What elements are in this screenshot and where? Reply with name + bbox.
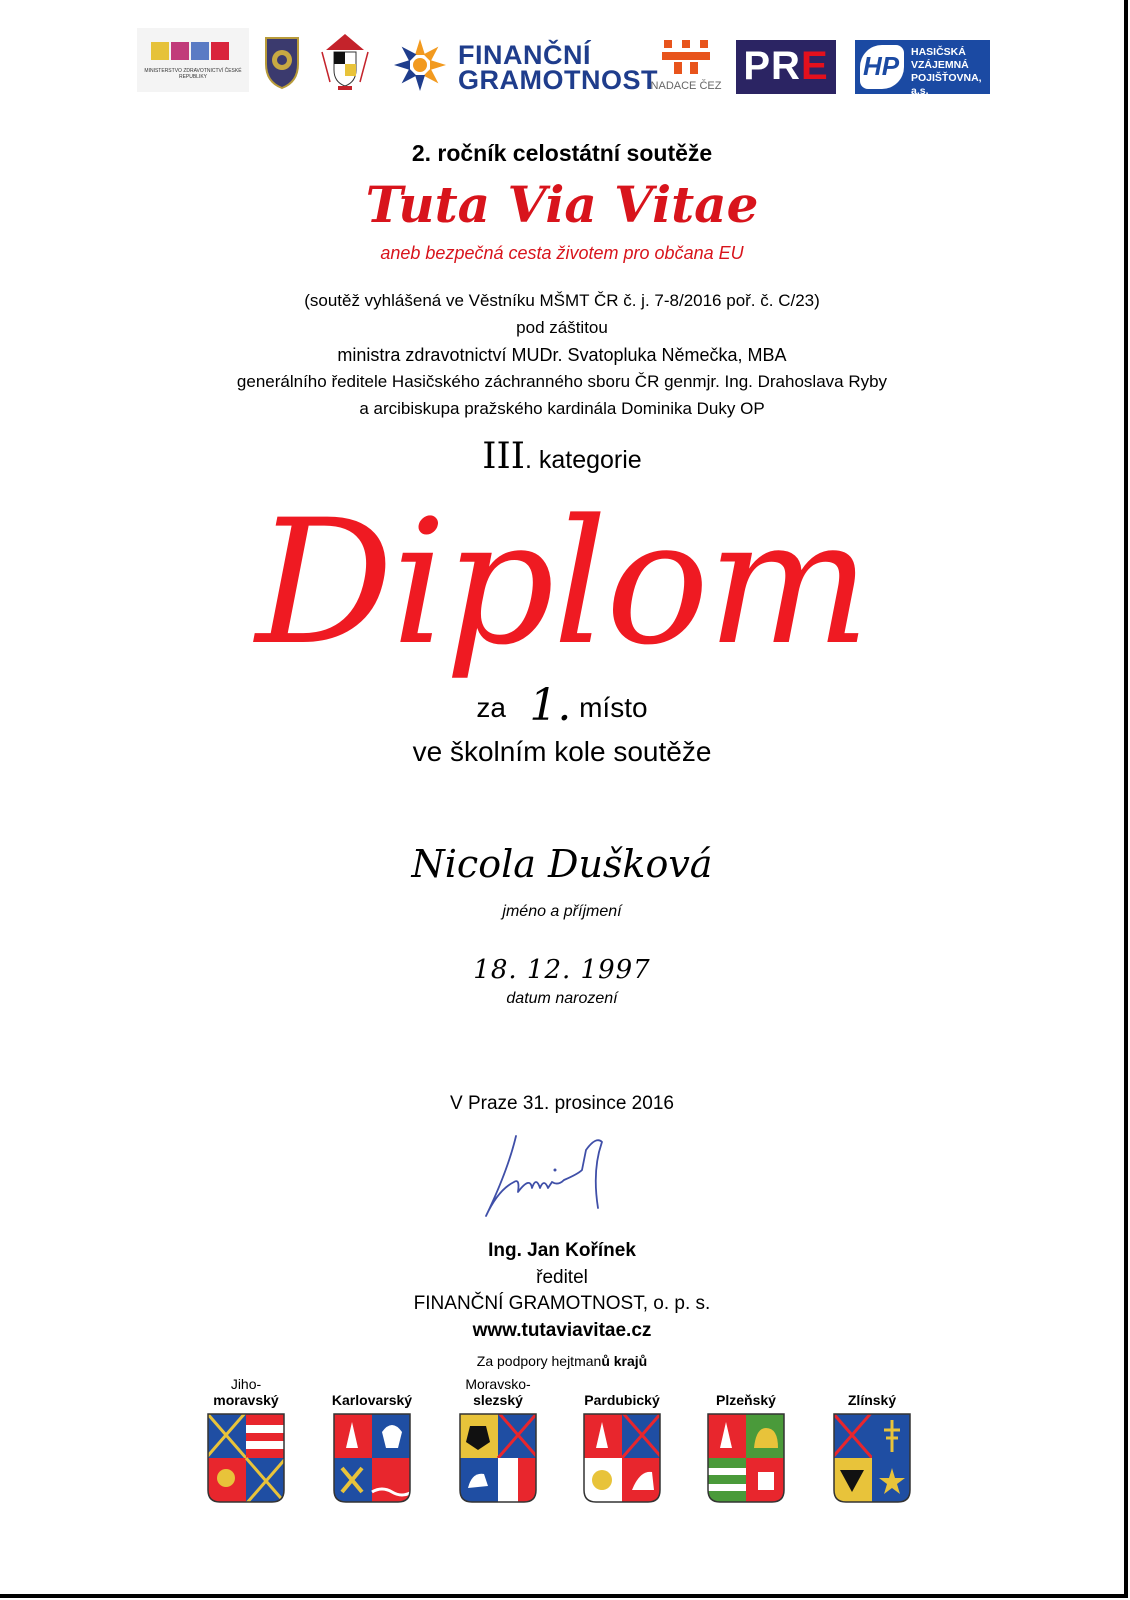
handwritten-signature: [478, 1130, 638, 1226]
category-roman: III: [482, 436, 525, 477]
nadace-cez-logo: [648, 38, 724, 94]
support-line: [0, 1353, 1124, 1369]
birth-date-label: datum narození: [506, 990, 618, 1007]
region-label-line2: Karlovarský: [331, 1392, 413, 1408]
competition-round: 2. ročník celostátní soutěže: [411, 140, 713, 166]
region-plzensky: [696, 1374, 796, 1504]
place-number: 1.: [529, 680, 572, 731]
region-label-line2: Pardubický: [584, 1392, 660, 1408]
support-text-bold: ů krajů: [601, 1353, 648, 1369]
region-label-line2: Plzeňský: [716, 1392, 776, 1408]
region-label-line2: Zlínský: [847, 1392, 897, 1408]
place-line: [0, 680, 1124, 731]
hvp-mark: HP: [860, 45, 904, 89]
hvp-line1: HASIČSKÁ: [911, 46, 966, 58]
diploma-heading: Diplom: [255, 482, 869, 683]
place-suffix: místo: [579, 692, 648, 723]
hvp-line3: POJIŠŤOVNA, a.s.: [911, 72, 982, 97]
competition-title: Tuta Via Vitae: [365, 175, 759, 234]
region-label-line1: Jiho-: [230, 1376, 262, 1392]
category-text: . kategorie: [524, 446, 642, 474]
hvp-line2: VZÁJEMNÁ: [911, 59, 969, 71]
birth-date: 18. 12. 1997: [473, 955, 651, 985]
round-text: ve školním kole soutěže: [412, 736, 712, 767]
patron-fire-chief: generálního ředitele Hasičského záchranného sboru ČR genmjr. Ing. Drahoslava Ryby: [236, 372, 888, 391]
coat-of-arms-icon: [206, 1412, 286, 1504]
patronage-line: pod záštitou: [516, 318, 608, 337]
competition-subtitle: aneb bezpečná cesta životem pro občana EU: [380, 243, 744, 263]
signer-name: Ing. Jan Kořínek: [488, 1240, 636, 1261]
financni-gramotnost-logo: [393, 38, 658, 95]
nadace-cez-label: NADACE ČEZ: [650, 80, 722, 92]
coat-of-arms-icon: [706, 1412, 786, 1504]
coat-of-arms-icon: [332, 1412, 412, 1504]
place-and-date: V Praze 31. prosince 2016: [450, 1093, 674, 1114]
fg-logo-line1: FINANČNÍ: [458, 40, 591, 70]
recipient-name: Nicola Dušková: [411, 842, 713, 886]
category-label: [0, 436, 1124, 477]
coat-of-arms-icon: [832, 1412, 912, 1504]
pre-logo: [736, 40, 836, 94]
place-prefix: za: [476, 692, 506, 723]
coat-of-arms-icon: [582, 1412, 662, 1504]
region-label-line2: moravský: [213, 1392, 279, 1408]
support-text: Za podpory hejtman: [476, 1353, 602, 1369]
region-karlovarsky: [322, 1374, 422, 1504]
region-pardubicky: [572, 1374, 672, 1504]
hzs-emblem-logo: [262, 34, 302, 92]
region-label-line2: slezský: [473, 1392, 523, 1408]
region-jihomoravsky: [196, 1374, 296, 1504]
sun-icon: [393, 38, 447, 92]
hasicska-vzajemna-pojistovna-logo: [855, 40, 990, 97]
pre-logo-text: PRE: [743, 44, 829, 88]
signer-role: ředitel: [536, 1267, 588, 1288]
msmt-logo: [137, 28, 249, 92]
msmt-logo-text: MINISTERSTVO ZDRAVOTNICTVÍ ČESKÉ REPUBLIKY: [144, 68, 242, 80]
fg-logo-line2: GRAMOTNOST: [458, 65, 658, 95]
patron-minister: ministra zdravotnictví MUDr. Svatopluka Němečka, MBA: [337, 345, 787, 365]
recipient-name-label: jméno a příjmení: [502, 903, 622, 920]
organization-name: FINANČNÍ GRAMOTNOST, o. p. s.: [413, 1293, 711, 1314]
website-link[interactable]: www.tutaviavitae.cz: [472, 1320, 652, 1341]
cardinal-coat-of-arms-logo: [316, 32, 374, 92]
region-moravskoslezsky: [448, 1374, 548, 1504]
patron-archbishop: a arcibiskupa pražského kardinála Dominika Duky OP: [359, 399, 765, 418]
coat-of-arms-icon: [458, 1412, 538, 1504]
region-zlinsky: [822, 1374, 922, 1504]
region-label-line1: Moravsko-: [465, 1376, 531, 1392]
announcement-line: (soutěž vyhlášená ve Věstníku MŠMT ČR č. j. 7-8/2016 poř. č. C/23): [304, 291, 820, 310]
